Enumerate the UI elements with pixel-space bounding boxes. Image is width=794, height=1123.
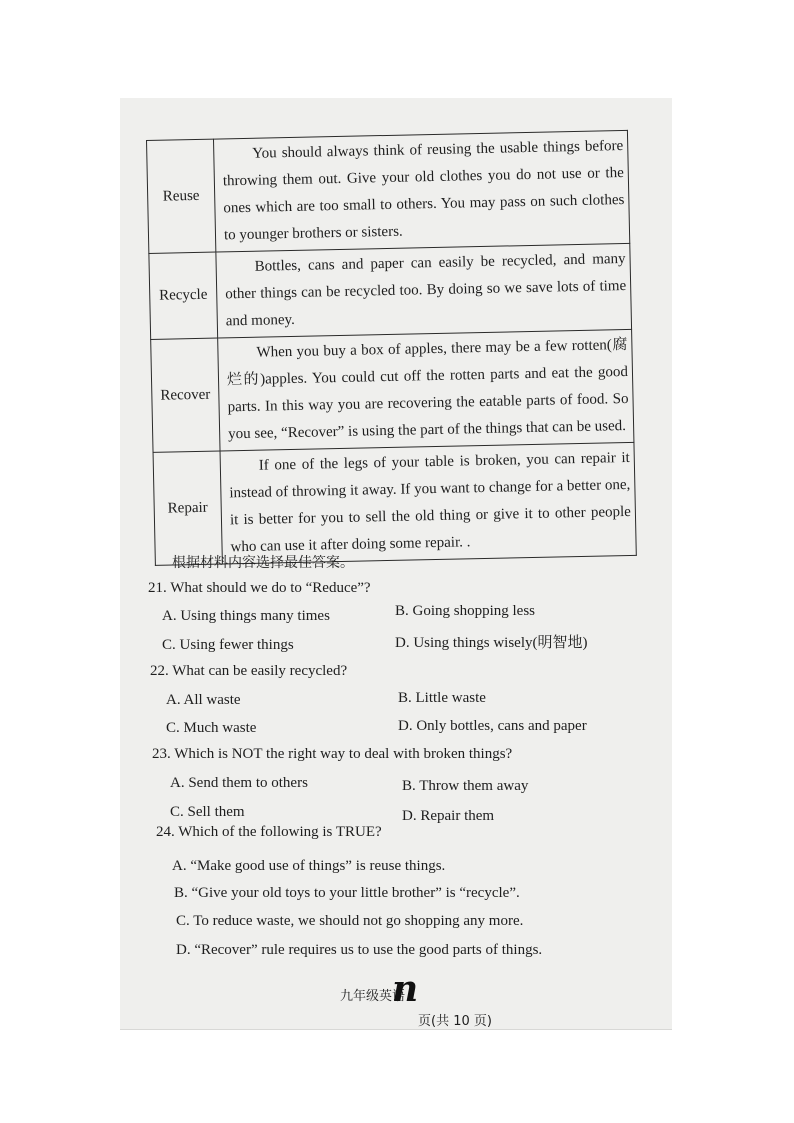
option-b: B. Throw them away: [402, 778, 529, 794]
row-label: Repair: [153, 451, 222, 565]
option-b: B. Little waste: [398, 690, 486, 706]
option-d: D. “Recover” rule requires us to use the good parts of things.: [176, 942, 543, 958]
row-text: Bottles, cans and paper can easily be recycled, and many other things can be recycled too. By doing so we save lots of time and money.: [216, 243, 632, 338]
table-row: [149, 243, 632, 339]
option-d: D. Only bottles, cans and paper: [398, 718, 587, 734]
row-label: Recover: [151, 338, 220, 452]
option-b: B. “Give your old toys to your little brother” is “recycle”.: [174, 885, 520, 901]
row-text: If one of the legs of your table is broken, you can repair it instead of throwing it away. If you want to change for a better one, it is better for you to sell the old thing or give it to other people who can use it after doing some repair. .: [220, 442, 636, 564]
table-row: [151, 329, 634, 452]
option-b: B. Going shopping less: [395, 603, 536, 619]
option-a: A. Send them to others: [170, 775, 308, 791]
handwritten-page-mark: n: [392, 968, 419, 1010]
option-d: D. Using things wisely(明智地): [395, 635, 588, 651]
option-c: C. To reduce waste, we should not go shopping any more.: [176, 913, 524, 929]
question-stem: 22. What can be easily recycled?: [150, 663, 348, 679]
question-stem: 23. Which is NOT the right way to deal with broken things?: [152, 746, 513, 762]
option-a: A. All waste: [166, 692, 241, 708]
table-row: [147, 130, 630, 253]
option-c: C. Much waste: [166, 720, 257, 736]
row-text: When you buy a box of apples, there may be a few rotten(腐烂的)apples. You could cut off the rotten parts and eat the good parts. In this way you are recovering the eatable parts of food. So you see, “Recover” is using the part of the things that can be used.: [218, 329, 634, 451]
footer-grade-label: 九年级英语: [340, 989, 406, 1004]
row-text: You should always think of reusing the usable things before throwing them out. Give your old clothes you do not use or the ones which are too small to others. You may pass on such clothes to younger brothers or sisters.: [213, 130, 629, 252]
footer-page-count: 页(共 10 页): [418, 1014, 492, 1029]
option-c: C. Sell them: [170, 804, 245, 820]
option-a: A. Using things many times: [162, 608, 330, 624]
reading-table: [146, 130, 637, 566]
option-d: D. Repair them: [402, 808, 495, 824]
question-stem: 24. Which of the following is TRUE?: [156, 824, 382, 840]
table-row: [153, 442, 636, 565]
question-stem: 21. What should we do to “Reduce”?: [148, 580, 371, 596]
row-label: Reuse: [147, 139, 216, 253]
option-c: C. Using fewer things: [162, 637, 294, 653]
row-label: Recycle: [149, 252, 218, 339]
instruction: 根据材料内容选择最佳答案。: [172, 555, 354, 571]
option-a: A. “Make good use of things” is reuse things.: [172, 858, 446, 874]
